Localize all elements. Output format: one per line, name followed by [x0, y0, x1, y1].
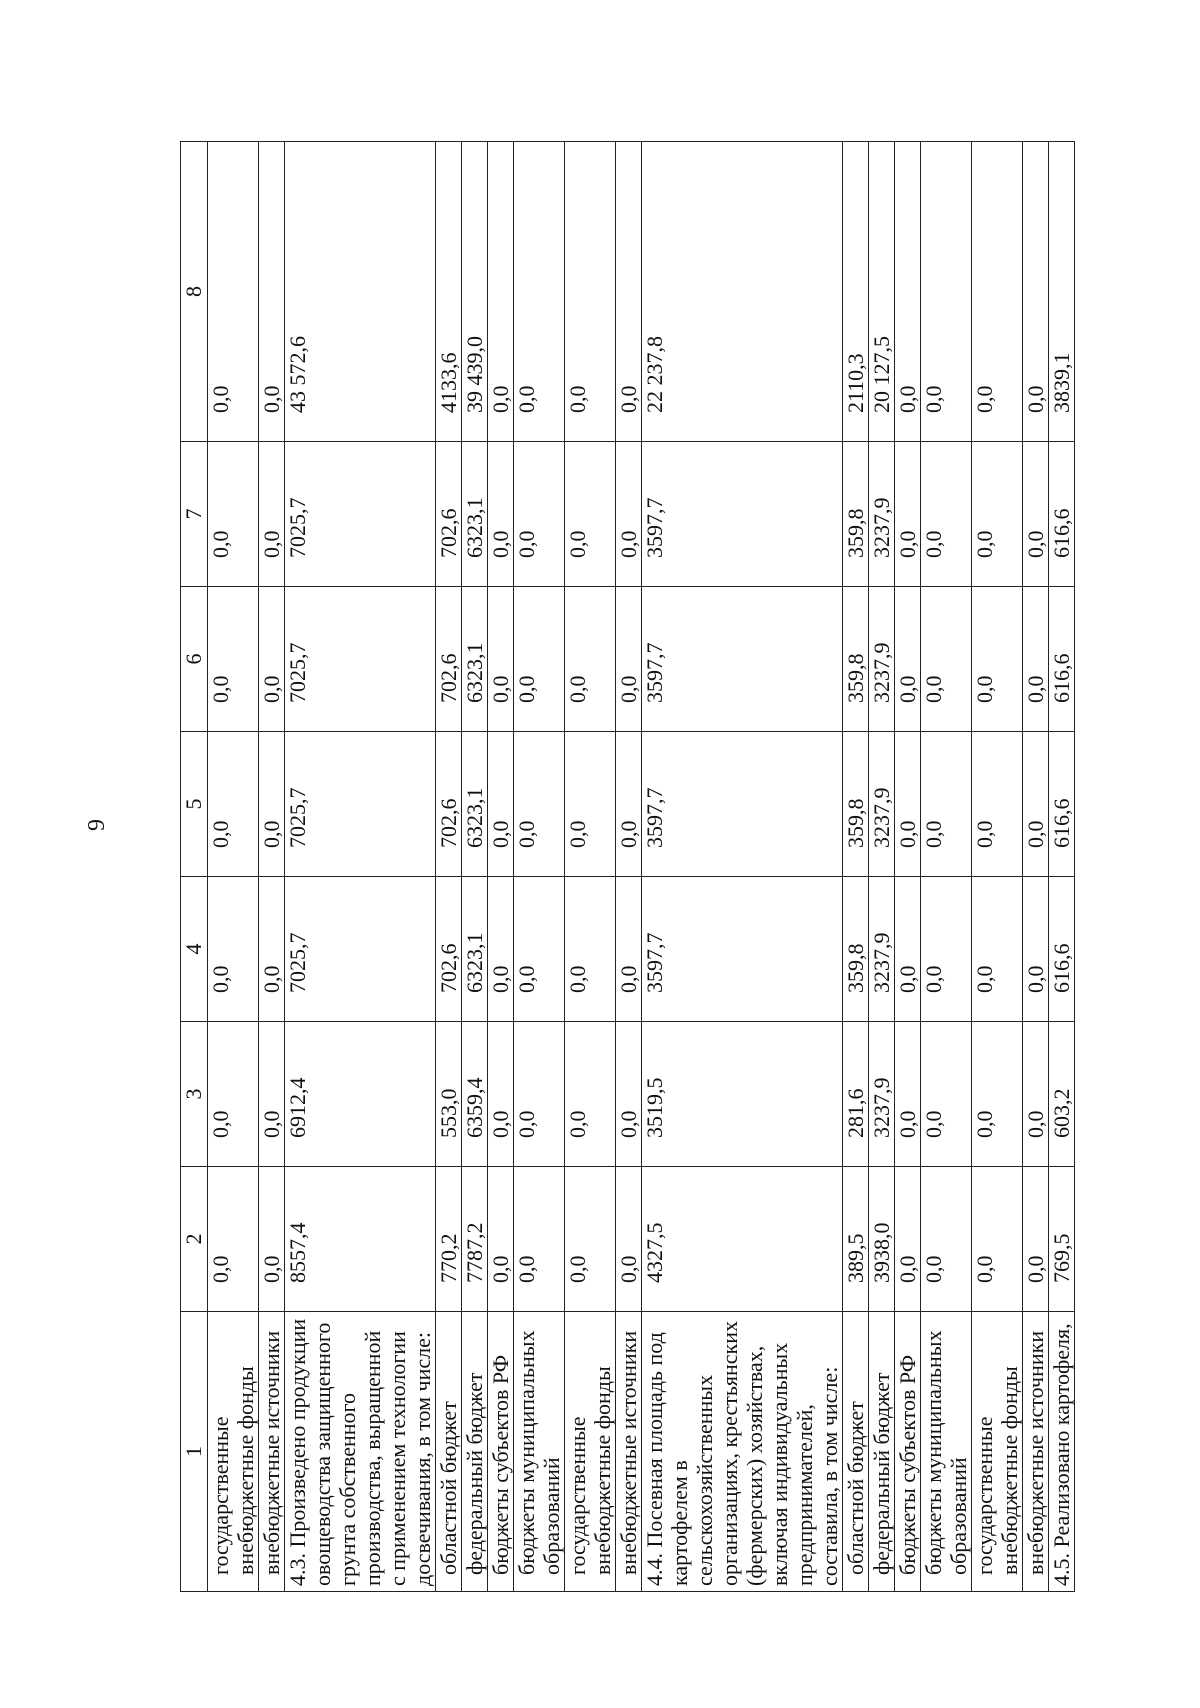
value-cell: 616,6 — [1049, 442, 1075, 587]
value-cell: 553,0 — [436, 1022, 462, 1167]
value-cell: 770,2 — [436, 1167, 462, 1312]
value-cell: 0,0 — [921, 1167, 972, 1312]
value-cell: 0,0 — [895, 142, 921, 442]
value-cell: 0,0 — [1023, 142, 1049, 442]
row-label: областной бюджет — [436, 1312, 462, 1592]
value-cell: 0,0 — [565, 142, 616, 442]
table-row — [259, 142, 285, 1592]
value-cell: 0,0 — [972, 877, 1023, 1022]
value-cell: 702,6 — [436, 877, 462, 1022]
value-cell: 0,0 — [488, 142, 514, 442]
value-cell: 0,0 — [259, 587, 285, 732]
value-cell: 3237,9 — [869, 442, 895, 587]
row-label: государственные внебюджетные фонды — [208, 1312, 259, 1592]
value-cell: 0,0 — [895, 732, 921, 877]
value-cell: 0,0 — [921, 142, 972, 442]
value-cell: 7025,7 — [285, 732, 436, 877]
value-cell: 0,0 — [488, 732, 514, 877]
value-cell: 8557,4 — [285, 1167, 436, 1312]
table-row — [462, 142, 488, 1592]
value-cell: 0,0 — [488, 587, 514, 732]
table-row — [285, 142, 436, 1592]
table-row — [1049, 142, 1075, 1592]
value-cell: 0,0 — [259, 1167, 285, 1312]
row-label: государственные внебюджетные фонды — [972, 1312, 1023, 1592]
table-row — [642, 142, 843, 1592]
table-row — [1023, 142, 1049, 1592]
page-number: 9 — [84, 819, 110, 831]
value-cell: 0,0 — [972, 587, 1023, 732]
value-cell: 0,0 — [895, 1022, 921, 1167]
table-row — [616, 142, 642, 1592]
value-cell: 3597,7 — [642, 732, 843, 877]
value-cell: 6323,1 — [462, 442, 488, 587]
value-cell: 769,5 — [1049, 1167, 1075, 1312]
value-cell: 0,0 — [565, 732, 616, 877]
value-cell: 0,0 — [616, 442, 642, 587]
value-cell: 0,0 — [514, 732, 565, 877]
row-label: 4.3. Произведено продукции овощеводства защищенного грунта собственного производства, выращенной с применением технологии досвечивания, в том числе: — [285, 1312, 436, 1592]
value-cell: 0,0 — [259, 442, 285, 587]
value-cell: 0,0 — [616, 1167, 642, 1312]
table-row — [488, 142, 514, 1592]
value-cell: 4327,5 — [642, 1167, 843, 1312]
table-row — [843, 142, 869, 1592]
value-cell: 389,5 — [843, 1167, 869, 1312]
value-cell: 359,8 — [843, 587, 869, 732]
table-row — [869, 142, 895, 1592]
value-cell: 43 572,6 — [285, 142, 436, 442]
value-cell: 0,0 — [208, 877, 259, 1022]
value-cell: 0,0 — [616, 877, 642, 1022]
row-label: государственные внебюджетные фонды — [565, 1312, 616, 1592]
value-cell: 0,0 — [895, 587, 921, 732]
column-header: 1 — [181, 1312, 208, 1592]
value-cell: 0,0 — [488, 877, 514, 1022]
value-cell: 702,6 — [436, 732, 462, 877]
value-cell: 4133,6 — [436, 142, 462, 442]
value-cell: 0,0 — [1023, 442, 1049, 587]
value-cell: 0,0 — [972, 142, 1023, 442]
column-header: 2 — [181, 1167, 208, 1312]
value-cell: 0,0 — [565, 442, 616, 587]
value-cell: 0,0 — [565, 877, 616, 1022]
budget-table — [180, 141, 1075, 1592]
value-cell: 0,0 — [208, 1167, 259, 1312]
row-label: бюджеты субъектов РФ — [895, 1312, 921, 1592]
value-cell: 7787,2 — [462, 1167, 488, 1312]
value-cell: 3597,7 — [642, 587, 843, 732]
value-cell: 0,0 — [616, 1022, 642, 1167]
value-cell: 0,0 — [616, 587, 642, 732]
column-header: 8 — [181, 142, 208, 442]
value-cell: 0,0 — [1023, 732, 1049, 877]
table-row — [972, 142, 1023, 1592]
value-cell: 3597,7 — [642, 442, 843, 587]
value-cell: 616,6 — [1049, 732, 1075, 877]
value-cell: 0,0 — [259, 1022, 285, 1167]
value-cell: 6323,1 — [462, 732, 488, 877]
value-cell: 0,0 — [616, 732, 642, 877]
value-cell: 3237,9 — [869, 587, 895, 732]
value-cell: 0,0 — [208, 732, 259, 877]
value-cell: 6323,1 — [462, 587, 488, 732]
value-cell: 3237,9 — [869, 732, 895, 877]
value-cell: 3237,9 — [869, 1022, 895, 1167]
value-cell: 20 127,5 — [869, 142, 895, 442]
value-cell: 7025,7 — [285, 587, 436, 732]
table-row — [895, 142, 921, 1592]
value-cell: 0,0 — [1023, 1022, 1049, 1167]
value-cell: 0,0 — [514, 1167, 565, 1312]
row-label: внебюджетные источники — [616, 1312, 642, 1592]
value-cell: 359,8 — [843, 877, 869, 1022]
value-cell: 0,0 — [259, 142, 285, 442]
value-cell: 3597,7 — [642, 877, 843, 1022]
row-label: бюджеты муниципальных образований — [921, 1312, 972, 1592]
value-cell: 0,0 — [972, 732, 1023, 877]
value-cell: 0,0 — [514, 877, 565, 1022]
column-header: 6 — [181, 587, 208, 732]
value-cell: 0,0 — [1023, 877, 1049, 1022]
value-cell: 0,0 — [565, 1167, 616, 1312]
row-label: федеральный бюджет — [869, 1312, 895, 1592]
value-cell: 3237,9 — [869, 877, 895, 1022]
value-cell: 0,0 — [565, 587, 616, 732]
value-cell: 7025,7 — [285, 877, 436, 1022]
value-cell: 0,0 — [488, 442, 514, 587]
value-cell: 3519,5 — [642, 1022, 843, 1167]
value-cell: 0,0 — [921, 587, 972, 732]
value-cell: 0,0 — [259, 877, 285, 1022]
row-label: 4.4. Посевная площадь под картофелем в сельскохозяйственных организациях, крестьянских (фермерских) хозяйствах, включая индивидуальных предпринимателей, составила, в том числе: — [642, 1312, 843, 1592]
value-cell: 3938,0 — [869, 1167, 895, 1312]
value-cell: 0,0 — [259, 732, 285, 877]
value-cell: 0,0 — [514, 142, 565, 442]
value-cell: 0,0 — [514, 1022, 565, 1167]
value-cell: 702,6 — [436, 442, 462, 587]
row-label: бюджеты субъектов РФ — [488, 1312, 514, 1592]
value-cell: 702,6 — [436, 587, 462, 732]
value-cell: 281,6 — [843, 1022, 869, 1167]
value-cell: 0,0 — [514, 442, 565, 587]
value-cell: 0,0 — [972, 1022, 1023, 1167]
value-cell: 603,2 — [1049, 1022, 1075, 1167]
table-row — [565, 142, 616, 1592]
value-cell: 0,0 — [1023, 1167, 1049, 1312]
value-cell: 2110,3 — [843, 142, 869, 442]
value-cell: 0,0 — [488, 1022, 514, 1167]
value-cell: 0,0 — [208, 442, 259, 587]
value-cell: 0,0 — [895, 442, 921, 587]
table-row — [921, 142, 972, 1592]
value-cell: 0,0 — [921, 732, 972, 877]
row-label: внебюджетные источники — [1023, 1312, 1049, 1592]
value-cell: 0,0 — [972, 1167, 1023, 1312]
value-cell: 0,0 — [208, 142, 259, 442]
table-row — [514, 142, 565, 1592]
value-cell: 0,0 — [972, 442, 1023, 587]
value-cell: 39 439,0 — [462, 142, 488, 442]
value-cell: 0,0 — [565, 1022, 616, 1167]
value-cell: 0,0 — [895, 1167, 921, 1312]
value-cell: 6912,4 — [285, 1022, 436, 1167]
value-cell: 3839,1 — [1049, 142, 1075, 442]
column-header: 4 — [181, 877, 208, 1022]
value-cell: 0,0 — [208, 587, 259, 732]
row-label: внебюджетные источники — [259, 1312, 285, 1592]
value-cell: 359,8 — [843, 442, 869, 587]
value-cell: 6323,1 — [462, 877, 488, 1022]
value-cell: 6359,4 — [462, 1022, 488, 1167]
table-row — [436, 142, 462, 1592]
value-cell: 0,0 — [921, 877, 972, 1022]
value-cell: 0,0 — [921, 1022, 972, 1167]
table-row — [208, 142, 259, 1592]
value-cell: 22 237,8 — [642, 142, 843, 442]
value-cell: 7025,7 — [285, 442, 436, 587]
table-body — [208, 142, 1075, 1592]
row-label: бюджеты муниципальных образований — [514, 1312, 565, 1592]
value-cell: 0,0 — [1023, 587, 1049, 732]
row-label: областной бюджет — [843, 1312, 869, 1592]
value-cell: 0,0 — [921, 442, 972, 587]
header-row — [181, 142, 208, 1592]
value-cell: 0,0 — [514, 587, 565, 732]
row-label: федеральный бюджет — [462, 1312, 488, 1592]
column-header: 5 — [181, 732, 208, 877]
value-cell: 0,0 — [616, 142, 642, 442]
value-cell: 616,6 — [1049, 877, 1075, 1022]
column-header: 3 — [181, 1022, 208, 1167]
row-label: 4.5. Реализовано картофеля, — [1049, 1312, 1075, 1592]
value-cell: 0,0 — [488, 1167, 514, 1312]
value-cell: 0,0 — [895, 877, 921, 1022]
column-header: 7 — [181, 442, 208, 587]
value-cell: 0,0 — [208, 1022, 259, 1167]
value-cell: 616,6 — [1049, 587, 1075, 732]
rotated-table-container — [180, 142, 1080, 1592]
value-cell: 359,8 — [843, 732, 869, 877]
